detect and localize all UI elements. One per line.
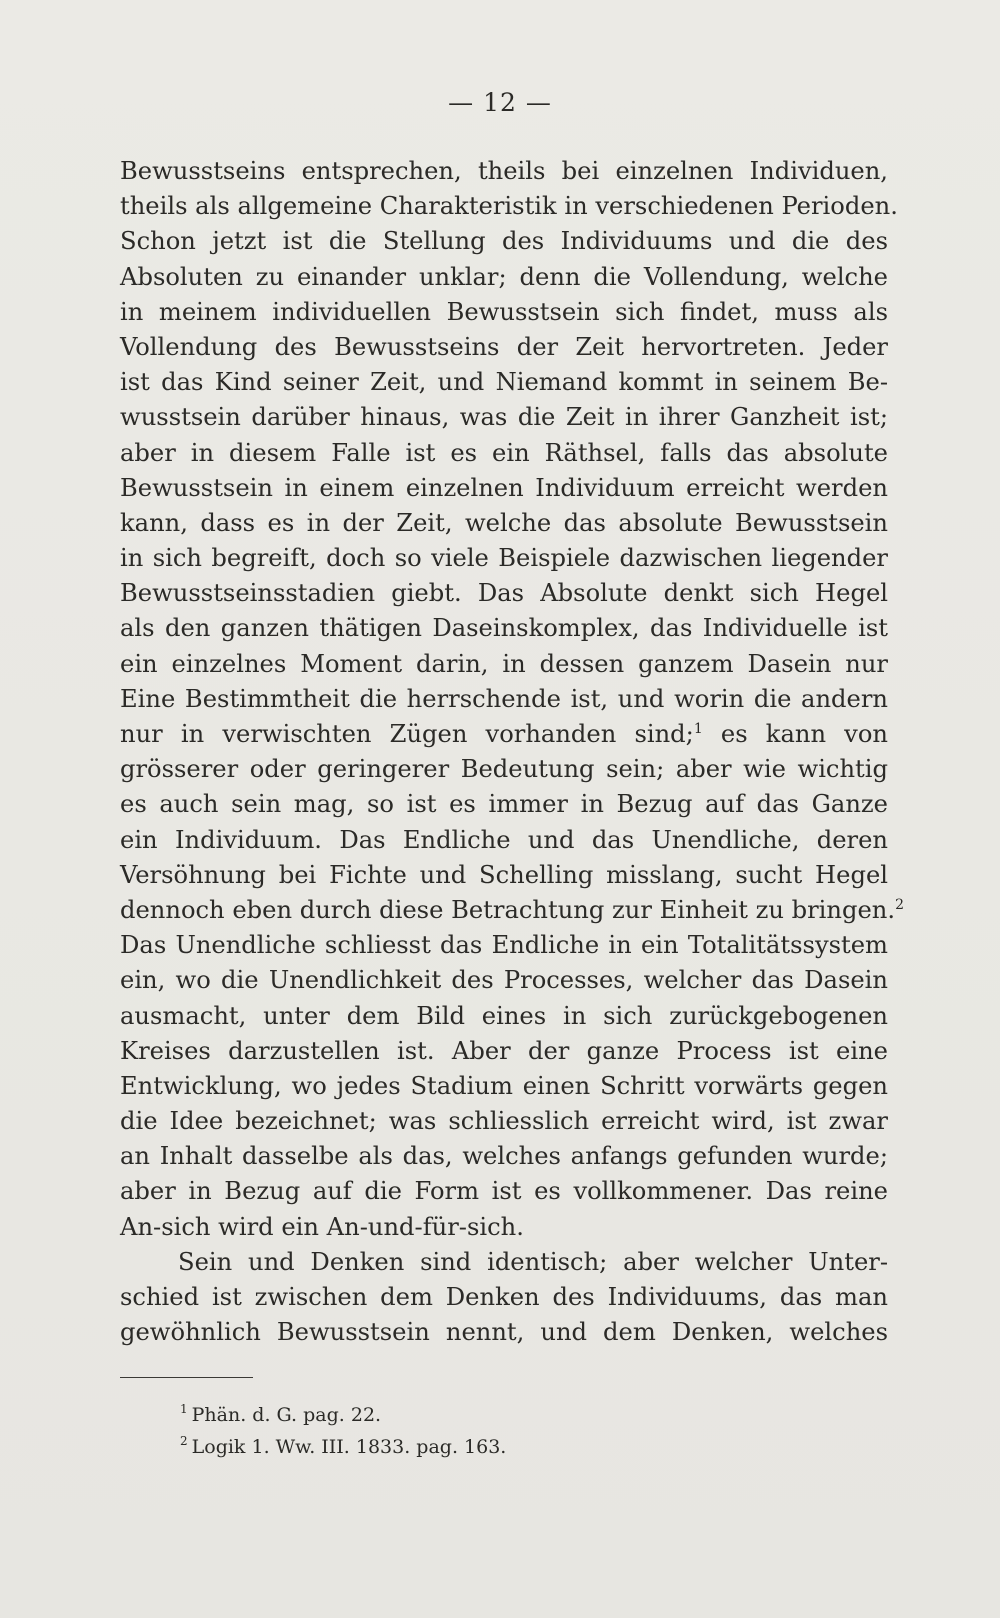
text-line: Absoluten zu einander unklar; denn die Vollendung, welche [120, 262, 888, 291]
text-line: Sein und Denken sind identisch; aber welcher Unter- [178, 1247, 888, 1276]
text-line: Vollendung des Bewusstseins der Zeit hervortreten. Jeder [120, 332, 888, 361]
footnotes [180, 1399, 880, 1463]
footnote-ref: 2 [895, 896, 904, 913]
text-line: An-sich wird ein An-und-für-sich. [120, 1212, 524, 1241]
text-line: Versöhnung bei Fichte und Schelling misslang, sucht Hegel [120, 860, 888, 889]
text-line: ein einzelnes Moment darin, in dessen ganzem Dasein nur [120, 649, 888, 678]
text-line: Bewusstsein in einem einzelnen Individuum erreicht werden [120, 473, 888, 502]
text-line: die Idee bezeichnet; was schliesslich erreicht wird, ist zwar [120, 1107, 888, 1136]
footnote-mark: 2 [180, 1434, 188, 1448]
body-text [120, 154, 904, 1350]
footnote-ref: 1 [693, 720, 703, 737]
text-line: Kreises darzustellen ist. Aber der ganze Process ist eine [120, 1036, 888, 1065]
footnote-text: Logik 1. Ww. III. 1833. pag. 163. [191, 1436, 507, 1458]
text-line: Bewusstseins entsprechen, theils bei einzelnen Individuen, [120, 157, 888, 185]
text-line: es auch sein mag, so ist es immer in Bezug auf das Ganze [120, 790, 888, 819]
text-line: als den ganzen thätigen Daseinskomplex, das Individuelle ist [120, 614, 888, 643]
text-line: ein Individuum. Das Endliche und das Unendliche, deren [120, 825, 888, 854]
footnote [180, 1399, 880, 1431]
text-line: in sich begreift, doch so viele Beispiele dazwischen liegender [120, 544, 888, 573]
text-line: Bewusstseinsstadien giebt. Das Absolute denkt sich Hegel [120, 579, 888, 608]
text-line: aber in diesem Falle ist es ein Räthsel, falls das absolute [120, 438, 888, 467]
text-line: Entwicklung, wo jedes Stadium einen Schritt vorwärts gegen [120, 1071, 888, 1100]
text-segment: dennoch eben durch diese Betrachtung zur Einheit zu bringen. [120, 895, 896, 924]
text-line: theils als allgemeine Charakteristik in verschiedenen Perioden. [120, 192, 898, 221]
text-line: grösserer oder geringerer Bedeutung sein; aber wie wichtig [120, 755, 888, 784]
text-line [120, 717, 888, 752]
text-segment: es kann von [702, 720, 888, 748]
text-line: Eine Bestimmtheit die herrschende ist, und worin die andern [120, 684, 888, 713]
page-number: — 12 — [448, 88, 552, 117]
text-line: in meinem individuellen Bewusstsein sich findet, muss als [120, 297, 888, 326]
footnote-text: Phän. d. G. pag. 22. [191, 1404, 382, 1426]
text-line: gewöhnlich Bewusstsein nennt, und dem Denken, welches [120, 1318, 888, 1347]
text-line: schied ist zwischen dem Denken des Individuums, das man [120, 1283, 888, 1311]
text-line: ausmacht, unter dem Bild eines in sich zurückgebogenen [120, 1001, 888, 1030]
text-line [120, 893, 904, 928]
text-line: aber in Bezug auf die Form ist es vollkommener. Das reine [120, 1177, 888, 1206]
text-line: an Inhalt dasselbe als das, welches anfangs gefunden wurde; [120, 1142, 888, 1171]
text-line: wusstsein darüber hinaus, was die Zeit in ihrer Ganzheit ist; [120, 403, 888, 432]
footnote-divider [120, 1377, 253, 1378]
footnote [180, 1431, 880, 1463]
text-line: Das Unendliche schliesst das Endliche in ein Totalitätssystem [120, 931, 888, 960]
text-line: ist das Kind seiner Zeit, und Niemand kommt in seinem Be- [120, 368, 888, 397]
footnote-mark: 1 [180, 1402, 188, 1416]
text-line: ein, wo die Unendlichkeit des Processes, welcher das Dasein [120, 966, 888, 995]
text-line: Schon jetzt ist die Stellung des Individuums und die des [120, 227, 888, 256]
text-line: kann, dass es in der Zeit, welche das absolute Bewusstsein [120, 508, 888, 537]
text-segment: nur in verwischten Zügen vorhanden sind; [120, 720, 694, 748]
